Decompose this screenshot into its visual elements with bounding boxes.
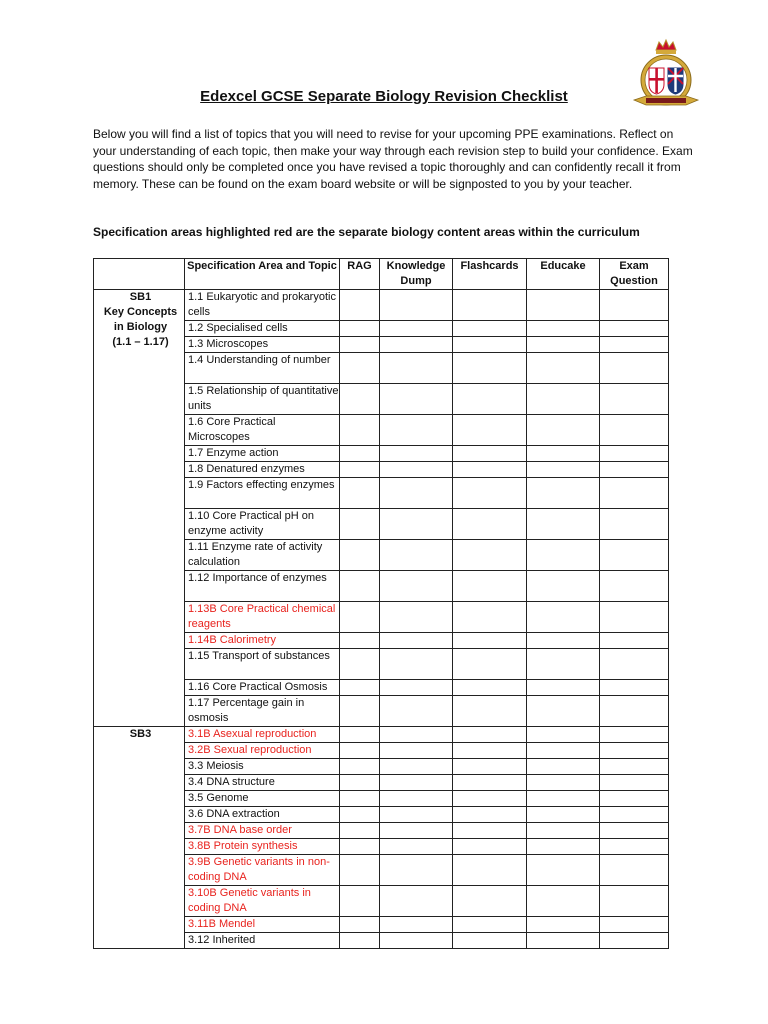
knowledge-dump-cell[interactable] <box>380 823 453 839</box>
flashcards-cell[interactable] <box>453 633 527 649</box>
rag-cell[interactable] <box>340 478 380 509</box>
table-row <box>94 727 669 743</box>
header-row <box>94 259 669 290</box>
exam-question-cell[interactable] <box>600 633 669 649</box>
knowledge-dump-cell[interactable] <box>380 886 453 917</box>
educake-cell[interactable] <box>527 855 600 886</box>
educake-cell[interactable] <box>527 321 600 337</box>
exam-question-cell[interactable] <box>600 509 669 540</box>
exam-question-cell[interactable] <box>600 917 669 933</box>
topic-cell: 1.8 Denatured enzymes <box>185 462 340 478</box>
exam-question-cell[interactable] <box>600 759 669 775</box>
rag-cell[interactable] <box>340 680 380 696</box>
knowledge-dump-cell[interactable] <box>380 933 453 949</box>
flashcards-cell[interactable] <box>453 886 527 917</box>
educake-cell[interactable] <box>527 759 600 775</box>
flashcards-cell[interactable] <box>453 462 527 478</box>
topic-cell: 3.5 Genome <box>185 791 340 807</box>
rag-cell[interactable] <box>340 321 380 337</box>
rag-cell[interactable] <box>340 886 380 917</box>
flashcards-cell[interactable] <box>453 337 527 353</box>
educake-cell[interactable] <box>527 415 600 446</box>
knowledge-dump-cell[interactable] <box>380 540 453 571</box>
rag-cell[interactable] <box>340 855 380 886</box>
rag-cell[interactable] <box>340 571 380 602</box>
educake-cell[interactable] <box>527 509 600 540</box>
knowledge-dump-cell[interactable] <box>380 743 453 759</box>
highlight-note: Specification areas highlighted red are the separate biology content areas within the curriculum <box>93 225 640 239</box>
flashcards-cell[interactable] <box>453 727 527 743</box>
exam-question-cell[interactable] <box>600 353 669 384</box>
flashcards-cell[interactable] <box>453 290 527 321</box>
topic-cell: 1.7 Enzyme action <box>185 446 340 462</box>
educake-cell[interactable] <box>527 337 600 353</box>
flashcards-cell[interactable] <box>453 933 527 949</box>
exam-question-cell[interactable] <box>600 775 669 791</box>
knowledge-dump-cell[interactable] <box>380 855 453 886</box>
exam-question-cell[interactable] <box>600 446 669 462</box>
rag-cell[interactable] <box>340 823 380 839</box>
header-flashcards: Flashcards <box>453 259 527 290</box>
rag-cell[interactable] <box>340 353 380 384</box>
flashcards-cell[interactable] <box>453 446 527 462</box>
rag-cell[interactable] <box>340 415 380 446</box>
knowledge-dump-cell[interactable] <box>380 649 453 680</box>
educake-cell[interactable] <box>527 384 600 415</box>
flashcards-cell[interactable] <box>453 839 527 855</box>
exam-question-cell[interactable] <box>600 540 669 571</box>
educake-cell[interactable] <box>527 290 600 321</box>
section-label-line: in Biology <box>113 321 168 333</box>
knowledge-dump-cell[interactable] <box>380 759 453 775</box>
rag-cell[interactable] <box>340 540 380 571</box>
knowledge-dump-cell[interactable] <box>380 839 453 855</box>
section-label-line: SB1 <box>129 291 152 303</box>
rag-cell[interactable] <box>340 602 380 633</box>
topic-cell: 3.10B Genetic variants in coding DNA <box>185 886 340 917</box>
knowledge-dump-cell[interactable] <box>380 321 453 337</box>
educake-cell[interactable] <box>527 571 600 602</box>
topic-cell: 3.11B Mendel <box>185 917 340 933</box>
topic-cell: 3.4 DNA structure <box>185 775 340 791</box>
topic-cell: 3.9B Genetic variants in non-coding DNA <box>185 855 340 886</box>
exam-question-cell[interactable] <box>600 290 669 321</box>
topic-cell: 1.6 Core Practical Microscopes <box>185 415 340 446</box>
educake-cell[interactable] <box>527 696 600 727</box>
educake-cell[interactable] <box>527 353 600 384</box>
rag-cell[interactable] <box>340 462 380 478</box>
topic-cell: 3.8B Protein synthesis <box>185 839 340 855</box>
exam-question-cell[interactable] <box>600 933 669 949</box>
knowledge-dump-cell[interactable] <box>380 791 453 807</box>
educake-cell[interactable] <box>527 478 600 509</box>
knowledge-dump-cell[interactable] <box>380 571 453 602</box>
educake-cell[interactable] <box>527 602 600 633</box>
topic-cell: 1.4 Understanding of number <box>185 353 340 384</box>
rag-cell[interactable] <box>340 759 380 775</box>
flashcards-cell[interactable] <box>453 775 527 791</box>
exam-question-cell[interactable] <box>600 384 669 415</box>
rag-cell[interactable] <box>340 933 380 949</box>
exam-question-cell[interactable] <box>600 823 669 839</box>
flashcards-cell[interactable] <box>453 602 527 633</box>
section-label-line: (1.1 – 1.17) <box>112 336 169 348</box>
header-exam-question: Exam Question <box>600 259 669 290</box>
exam-question-cell[interactable] <box>600 478 669 509</box>
exam-question-cell[interactable] <box>600 680 669 696</box>
flashcards-cell[interactable] <box>453 649 527 680</box>
topic-cell: 3.2B Sexual reproduction <box>185 743 340 759</box>
topic-cell: 3.1B Asexual reproduction <box>185 727 340 743</box>
section-label-line: SB3 <box>129 728 152 740</box>
table-row <box>94 290 669 321</box>
flashcards-cell[interactable] <box>453 415 527 446</box>
rag-cell[interactable] <box>340 696 380 727</box>
exam-question-cell[interactable] <box>600 886 669 917</box>
rag-cell[interactable] <box>340 384 380 415</box>
educake-cell[interactable] <box>527 791 600 807</box>
topic-cell: 1.2 Specialised cells <box>185 321 340 337</box>
flashcards-cell[interactable] <box>453 571 527 602</box>
intro-paragraph: Below you will find a list of topics that you will need to revise for your upcoming PPE examinations. Reflect on your understanding of each topic, then make your way through each revision step to build your confidence. Exam questions should only be completed once you have revised a topic thoroughly and can confidently recall it from memory. These can be found on the exam board website or will be signposted to you by your teacher. <box>93 127 693 191</box>
educake-cell[interactable] <box>527 839 600 855</box>
educake-cell[interactable] <box>527 462 600 478</box>
topic-cell: 1.15 Transport of substances <box>185 649 340 680</box>
document-title: Edexcel GCSE Separate Biology Revision Checklist <box>200 88 568 105</box>
revision-checklist-table <box>93 258 669 949</box>
educake-cell[interactable] <box>527 775 600 791</box>
section-label-line: Key Concepts <box>103 306 178 318</box>
educake-cell[interactable] <box>527 743 600 759</box>
rag-cell[interactable] <box>340 775 380 791</box>
knowledge-dump-cell[interactable] <box>380 775 453 791</box>
topic-cell: 1.14B Calorimetry <box>185 633 340 649</box>
exam-question-cell[interactable] <box>600 696 669 727</box>
knowledge-dump-cell[interactable] <box>380 696 453 727</box>
exam-question-cell[interactable] <box>600 415 669 446</box>
topic-cell: 1.5 Relationship of quantitative units <box>185 384 340 415</box>
flashcards-cell[interactable] <box>453 807 527 823</box>
topic-cell: 1.1 Eukaryotic and prokaryotic cells <box>185 290 340 321</box>
exam-question-cell[interactable] <box>600 649 669 680</box>
topic-cell: 3.7B DNA base order <box>185 823 340 839</box>
knowledge-dump-cell[interactable] <box>380 290 453 321</box>
rag-cell[interactable] <box>340 509 380 540</box>
section-label <box>94 727 185 949</box>
topic-cell: 1.17 Percentage gain in osmosis <box>185 696 340 727</box>
topic-cell: 1.11 Enzyme rate of activity calculation <box>185 540 340 571</box>
knowledge-dump-cell[interactable] <box>380 633 453 649</box>
knowledge-dump-cell[interactable] <box>380 353 453 384</box>
knowledge-dump-cell[interactable] <box>380 446 453 462</box>
rag-cell[interactable] <box>340 917 380 933</box>
educake-cell[interactable] <box>527 540 600 571</box>
exam-question-cell[interactable] <box>600 791 669 807</box>
exam-question-cell[interactable] <box>600 602 669 633</box>
exam-question-cell[interactable] <box>600 855 669 886</box>
knowledge-dump-cell[interactable] <box>380 478 453 509</box>
knowledge-dump-cell[interactable] <box>380 415 453 446</box>
rag-cell[interactable] <box>340 791 380 807</box>
header-section <box>94 259 185 290</box>
header-knowledge-dump: Knowledge Dump <box>380 259 453 290</box>
flashcards-cell[interactable] <box>453 478 527 509</box>
flashcards-cell[interactable] <box>453 791 527 807</box>
rag-cell[interactable] <box>340 633 380 649</box>
educake-cell[interactable] <box>527 823 600 839</box>
rag-cell[interactable] <box>340 337 380 353</box>
knowledge-dump-cell[interactable] <box>380 509 453 540</box>
knowledge-dump-cell[interactable] <box>380 807 453 823</box>
topic-cell: 1.10 Core Practical pH on enzyme activity <box>185 509 340 540</box>
educake-cell[interactable] <box>527 917 600 933</box>
exam-question-cell[interactable] <box>600 727 669 743</box>
flashcards-cell[interactable] <box>453 680 527 696</box>
exam-question-cell[interactable] <box>600 462 669 478</box>
rag-cell[interactable] <box>340 290 380 321</box>
section-label <box>94 290 185 727</box>
educake-cell[interactable] <box>527 649 600 680</box>
exam-question-cell[interactable] <box>600 337 669 353</box>
exam-question-cell[interactable] <box>600 571 669 602</box>
educake-cell[interactable] <box>527 807 600 823</box>
rag-cell[interactable] <box>340 649 380 680</box>
topic-cell: 3.6 DNA extraction <box>185 807 340 823</box>
flashcards-cell[interactable] <box>453 509 527 540</box>
educake-cell[interactable] <box>527 886 600 917</box>
knowledge-dump-cell[interactable] <box>380 337 453 353</box>
topic-cell: 1.13B Core Practical chemical reagents <box>185 602 340 633</box>
rag-cell[interactable] <box>340 727 380 743</box>
knowledge-dump-cell[interactable] <box>380 727 453 743</box>
rag-cell[interactable] <box>340 807 380 823</box>
flashcards-cell[interactable] <box>453 823 527 839</box>
header-rag: RAG <box>340 259 380 290</box>
educake-cell[interactable] <box>527 633 600 649</box>
exam-question-cell[interactable] <box>600 743 669 759</box>
knowledge-dump-cell[interactable] <box>380 680 453 696</box>
knowledge-dump-cell[interactable] <box>380 917 453 933</box>
topic-cell: 3.12 Inherited <box>185 933 340 949</box>
rag-cell[interactable] <box>340 743 380 759</box>
topic-cell: 1.9 Factors effecting enzymes <box>185 478 340 509</box>
knowledge-dump-cell[interactable] <box>380 384 453 415</box>
exam-question-cell[interactable] <box>600 321 669 337</box>
flashcards-cell[interactable] <box>453 759 527 775</box>
topic-cell: 1.12 Importance of enzymes <box>185 571 340 602</box>
flashcards-cell[interactable] <box>453 384 527 415</box>
flashcards-cell[interactable] <box>453 696 527 727</box>
topic-cell: 1.3 Microscopes <box>185 337 340 353</box>
header-topic: Specification Area and Topic <box>185 259 340 290</box>
knowledge-dump-cell[interactable] <box>380 602 453 633</box>
rag-cell[interactable] <box>340 446 380 462</box>
flashcards-cell[interactable] <box>453 743 527 759</box>
header-educake: Educake <box>527 259 600 290</box>
flashcards-cell[interactable] <box>453 353 527 384</box>
educake-cell[interactable] <box>527 933 600 949</box>
knowledge-dump-cell[interactable] <box>380 462 453 478</box>
topic-cell: 3.3 Meiosis <box>185 759 340 775</box>
topic-cell: 1.16 Core Practical Osmosis <box>185 680 340 696</box>
educake-cell[interactable] <box>527 727 600 743</box>
rag-cell[interactable] <box>340 839 380 855</box>
flashcards-cell[interactable] <box>453 917 527 933</box>
educake-cell[interactable] <box>527 446 600 462</box>
exam-question-cell[interactable] <box>600 839 669 855</box>
flashcards-cell[interactable] <box>453 855 527 886</box>
exam-question-cell[interactable] <box>600 807 669 823</box>
flashcards-cell[interactable] <box>453 540 527 571</box>
educake-cell[interactable] <box>527 680 600 696</box>
flashcards-cell[interactable] <box>453 321 527 337</box>
